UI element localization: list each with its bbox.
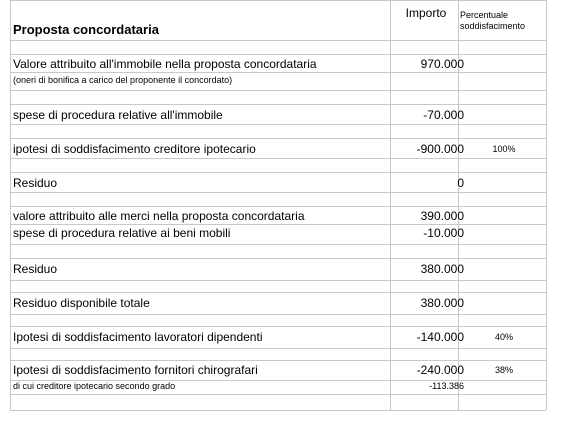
table-row <box>10 206 546 225</box>
row-percentage: 100% <box>492 144 516 154</box>
row-amount: -240.000 <box>416 363 464 377</box>
column-header-importo: Importo <box>405 6 447 20</box>
row-label: Ipotesi di soddisfacimento lavoratori dipendenti <box>13 330 263 344</box>
row-amount: -113.386 <box>429 381 464 391</box>
table-row <box>10 138 546 159</box>
row-label: ipotesi di soddisfacimento creditore ipotecario <box>13 142 256 156</box>
row-label: spese di procedura relative all'immobile <box>13 108 223 122</box>
table-row <box>10 72 546 91</box>
row-amount: 380.000 <box>420 262 464 276</box>
empty-row <box>10 244 546 259</box>
empty-row <box>10 124 546 139</box>
column-header-percentuale-line2: soddisfacimento <box>460 21 526 31</box>
table-row <box>10 172 546 193</box>
row-label: valore attribuito alle merci nella proposta concordataria <box>13 209 305 223</box>
empty-row <box>10 40 546 55</box>
table-row <box>10 360 546 381</box>
page-title: Proposta concordataria <box>13 22 159 37</box>
row-amount: 390.000 <box>420 209 464 223</box>
table-row <box>10 54 546 73</box>
column-header-percentuale-line1: Percentuale <box>460 10 509 20</box>
empty-row <box>10 192 546 207</box>
row-label: Residuo <box>13 262 58 276</box>
grid-line <box>10 410 546 411</box>
row-label: spese di procedura relative ai beni mobili <box>13 226 231 240</box>
row-label: Valore attribuito all'immobile nella proposta concordataria <box>13 57 317 71</box>
row-amount: -70.000 <box>423 108 464 122</box>
empty-row <box>10 90 546 105</box>
row-label: Residuo <box>13 176 58 190</box>
empty-row <box>10 158 546 173</box>
empty-row <box>10 394 546 410</box>
table-row <box>10 380 546 395</box>
row-percentage: 38% <box>494 365 513 375</box>
column-header-percentuale <box>460 10 525 32</box>
row-label: di cui creditore ipotecario secondo grado <box>13 381 176 391</box>
table-row <box>10 104 546 125</box>
table-row <box>10 224 546 245</box>
grid-line <box>546 0 547 410</box>
row-percentage: 40% <box>494 332 513 342</box>
row-amount: 970.000 <box>420 57 464 71</box>
row-amount: -140.000 <box>416 330 464 344</box>
table-row <box>10 292 546 315</box>
table-row <box>10 258 546 281</box>
row-label: Residuo disponibile totale <box>13 296 150 310</box>
row-amount: -10.000 <box>423 226 464 240</box>
row-amount: -900.000 <box>416 142 464 156</box>
row-amount: 0 <box>457 176 464 190</box>
table-row <box>10 326 546 349</box>
row-label: (oneri di bonifica a carico del proponente il concordato) <box>13 75 233 85</box>
row-label: Ipotesi di soddisfacimento fornitori chirografari <box>13 363 258 377</box>
header-row <box>10 0 546 41</box>
row-amount: 380.000 <box>420 296 464 310</box>
